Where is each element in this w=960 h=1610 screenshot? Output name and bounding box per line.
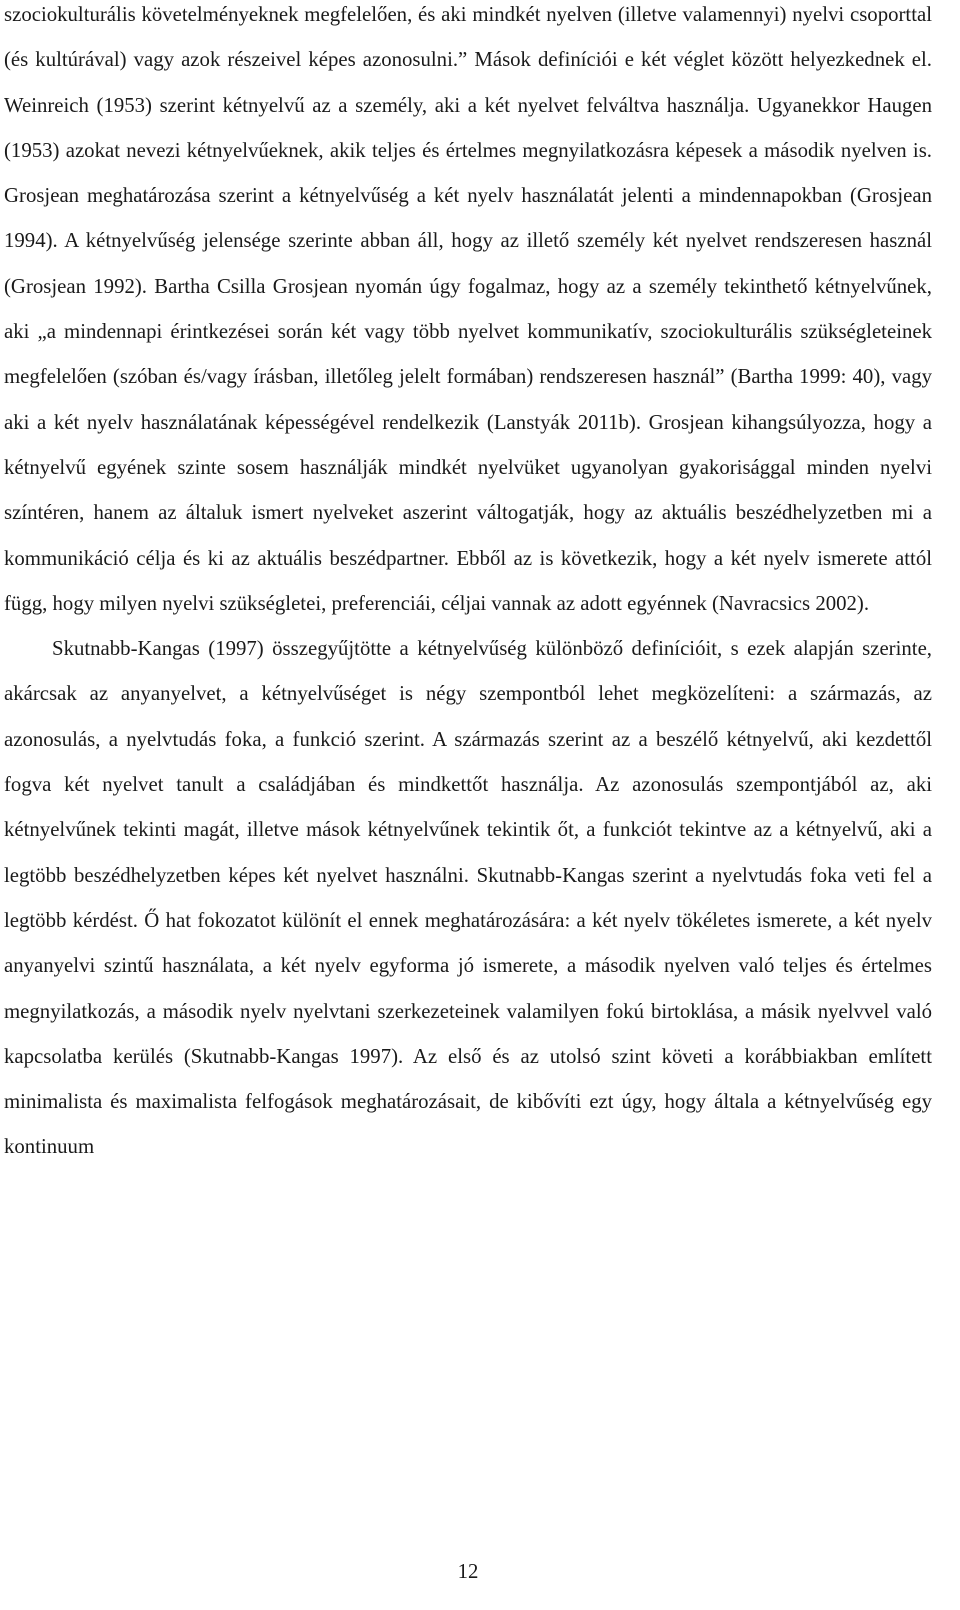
document-page <box>4 0 932 1610</box>
paragraph-2: Skutnabb-Kangas (1997) összegyűjtötte a kétnyelvűség különböző definícióit, s ezek alapján szerinte, akárcsak az anyanyelvet, a kétnyelvűséget is négy szempontból lehet megközelíteni: a származás, az azonosulás, a nyelvtudás foka, a funkció szerint. A származás szerint az a beszélő kétnyelvű, aki kezdettől fogva két nyelvet tanult a családjában és mindkettőt használja. Az azonosulás szempontjából az, aki kétnyelvűnek tekinti magát, illetve mások kétnyelvűnek tekintik őt, a funkciót tekintve az a kétnyelvű, aki a legtöbb beszédhelyzetben képes két nyelvet használni. Skutnabb-Kangas szerint a nyelvtudás foka veti fel a legtöbb kérdést. Ő hat fokozatot különít el ennek meghatározására: a két nyelv tökéletes ismerete, a két nyelv anyanyelvi szintű használata, a két nyelv egyforma jó ismerete, a második nyelven való teljes és értelmes megnyilatkozás, a második nyelv nyelvtani szerkezeteinek valamilyen fokú birtoklása, a másik nyelvvel való kapcsolatba kerülés (Skutnabb-Kangas 1997). Az első és az utolsó szint követi a korábbiakban említett minimalista és maximalista felfogások meghatározásait, de kibővíti ezt úgy, hogy általa a kétnyelvűség egy kontinuum <box>4 637 932 1159</box>
paragraph-1: szociokulturális követelményeknek megfelelően, és aki mindkét nyelven (illetve valamennyi) nyelvi csoporttal (és kultúrával) vagy azok részeivel képes azonosulni.” Mások definíciói e két véglet között helyezkednek el. Weinreich (1953) szerint kétnyelvű az a személy, aki a két nyelvet felváltva használja. Ugyanekkor Haugen (1953) azokat nevezi kétnyelvűeknek, akik teljes és értelmes megnyilatkozásra képesek a második nyelven is. Grosjean meghatározása szerint a kétnyelvűség a két nyelv használatát jelenti a mindennapokban (Grosjean 1994). A kétnyelvűség jelensége szerinte abban áll, hogy az illető személy két nyelvet rendszeresen használ (Grosjean 1992). Bartha Csilla Grosjean nyomán úgy fogalmaz, hogy az a személy tekinthető kétnyelvűnek, aki „a mindennapi érintkezései során két vagy több nyelvet kommunikatív, szociokulturális szükségleteinek megfelelően (szóban és/vagy írásban, illetőleg jelelt formában) rendszeresen használ” (Bartha 1999: 40), vagy aki a két nyelv használatának képességével rendelkezik (Lanstyák 2011b). Grosjean kihangsúlyozza, hogy a kétnyelvű egyének szinte sosem használják mindkét nyelvüket ugyanolyan gyakorisággal minden nyelvi színtéren, hanem az általuk ismert nyelveket aszerint váltogatják, hogy az aktuális beszédhelyzetben mi a kommunikáció célja és ki az aktuális beszédpartner. Ebből az is következik, hogy a két nyelv ismerete attól függ, hogy milyen nyelvi szükségletei, preferenciái, céljai vannak az adott egyénnek (Navracsics 2002). <box>4 3 932 615</box>
page-number: 12 <box>457 1560 479 1583</box>
body-text <box>4 0 932 1170</box>
